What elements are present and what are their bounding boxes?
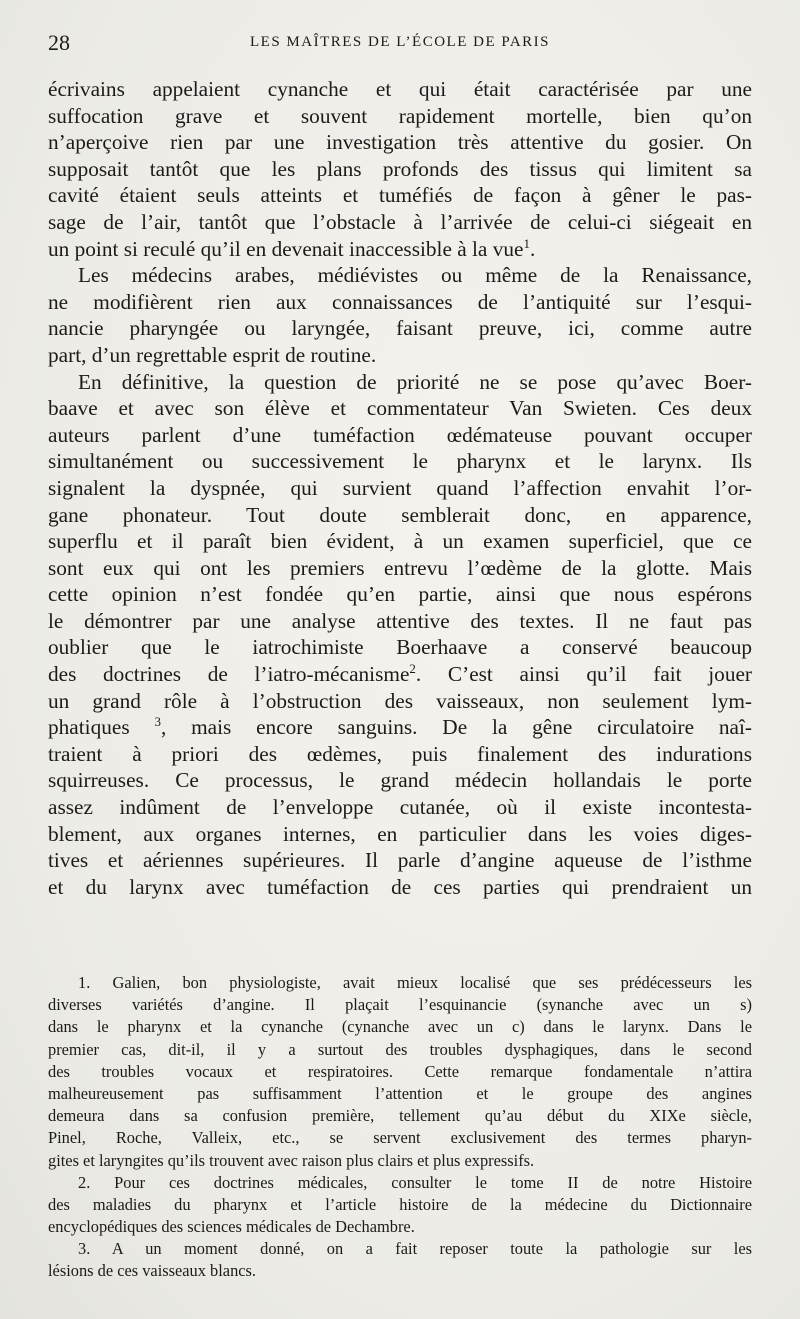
footnotes bbox=[48, 972, 752, 1283]
running-head: LES MAÎTRES DE L’ÉCOLE DE PARIS bbox=[250, 34, 550, 50]
text-line-text: le démontrer par une analyse attentive des textes. Il ne faut pas bbox=[48, 608, 752, 633]
footnote-line-text: malheureusement pas suffisamment l’attention et le groupe des angines bbox=[48, 1083, 752, 1103]
text-line-text: part, d’un regrettable esprit de routine. bbox=[48, 342, 377, 367]
text-line bbox=[48, 528, 752, 555]
text-line bbox=[48, 289, 752, 316]
text-line bbox=[48, 714, 752, 741]
footnote-line bbox=[48, 1016, 752, 1038]
footnote-line bbox=[48, 1172, 752, 1194]
text-line bbox=[48, 661, 752, 688]
text-line-text: baave et avec son élève et commentateur Van Swieten. Ces deux bbox=[48, 396, 752, 421]
text-line bbox=[48, 741, 752, 768]
text-line-text: nancie pharyngée ou laryngée, faisant preuve, ici, comme autre bbox=[48, 316, 752, 341]
text-line bbox=[48, 156, 752, 183]
text-line bbox=[48, 369, 752, 396]
text-line-text: sont eux qui ont les premiers entrevu l’œdème de la glotte. Mais bbox=[48, 555, 752, 580]
text-line-text: traient à priori des œdèmes, puis finalement des indurations bbox=[48, 741, 752, 766]
text-line bbox=[48, 103, 752, 130]
text-line bbox=[48, 581, 752, 608]
text-line bbox=[48, 555, 752, 582]
text-line-text: gane phonateur. Tout doute semblerait donc, en apparence, bbox=[48, 502, 752, 527]
text-line-text: n’aperçoive rien par une investigation très attentive du gosier. On bbox=[48, 130, 752, 155]
page-number: 28 bbox=[48, 30, 70, 55]
text-line bbox=[48, 76, 752, 103]
footnote-line-text: encyclopédiques des sciences médicales de Dechambre. bbox=[48, 1217, 415, 1237]
footnote-reference: 1 bbox=[523, 235, 530, 251]
text-line-text: supposait tantôt que les plans profonds des tissus qui limitent sa bbox=[48, 156, 752, 181]
text-line bbox=[48, 395, 752, 422]
footnote-line-text: gites et laryngites qu’ils trouvent avec raison plus clairs et plus expressifs. bbox=[48, 1150, 535, 1170]
text-line-text: signalent la dyspnée, qui survient quand l’affection envahit l’or- bbox=[48, 475, 752, 500]
footnote-line-text: premier cas, dit-il, il y a surtout des troubles dysphagiques, dans le second bbox=[48, 1039, 752, 1059]
footnote-line bbox=[48, 1238, 752, 1260]
text-line-text: sage de l’air, tantôt que l’obstacle à l’arrivée de celui-ci siégeait en bbox=[48, 209, 752, 234]
text-line-text: Les médecins arabes, médiévistes ou même de la Renaissance, bbox=[78, 263, 752, 288]
footnote-line-text: des maladies du pharynx et l’article histoire de la médecine du Dictionnaire bbox=[48, 1194, 752, 1214]
footnote-line bbox=[48, 1127, 752, 1149]
text-line-text: phatiques bbox=[48, 715, 155, 740]
text-line-text: simultanément ou successivement le pharynx et le larynx. Ils bbox=[48, 449, 752, 474]
footnote-reference: 3 bbox=[154, 714, 161, 730]
text-line-text: squirreuses. Ce processus, le grand médecin hollandais le porte bbox=[48, 768, 752, 793]
text-line bbox=[48, 821, 752, 848]
footnote-line bbox=[48, 1216, 752, 1238]
text-line-text: un grand rôle à l’obstruction des vaisseaux, non seulement lym- bbox=[48, 688, 752, 713]
text-line bbox=[48, 688, 752, 715]
footnote-line-text: 2. Pour ces doctrines médicales, consulter le tome II de notre Histoire bbox=[78, 1172, 752, 1192]
text-line-text: En définitive, la question de priorité ne se pose qu’avec Boer- bbox=[78, 369, 752, 394]
footnote-line bbox=[48, 994, 752, 1016]
footnote-line-text: des troubles vocaux et respiratoires. Cette remarque fondamentale n’attira bbox=[48, 1061, 752, 1081]
text-line-text: cavité étaient seuls atteints et tuméfiés de façon à gêner le pas- bbox=[48, 183, 752, 208]
footnote-line-text: demeura dans sa confusion première, tellement qu’au début du XIXe siècle, bbox=[48, 1106, 752, 1126]
text-line-continuation: . bbox=[529, 236, 536, 261]
footnote-line bbox=[48, 1260, 752, 1282]
text-line bbox=[48, 448, 752, 475]
text-line-continuation: . C’est ainsi qu’il fait jouer bbox=[415, 662, 753, 687]
footnote-line bbox=[48, 1105, 752, 1127]
footnote-line-text: lésions de ces vaisseaux blancs. bbox=[48, 1261, 257, 1281]
text-line bbox=[48, 475, 752, 502]
text-line bbox=[48, 767, 752, 794]
text-line bbox=[48, 608, 752, 635]
text-line bbox=[48, 422, 752, 449]
text-line bbox=[48, 634, 752, 661]
text-line-text: et du larynx avec tuméfaction de ces parties qui prendraient un bbox=[48, 874, 752, 899]
footnote-line bbox=[48, 1039, 752, 1061]
text-line-continuation: , mais encore sanguins. De la gêne circulatoire naî- bbox=[160, 715, 752, 740]
page-header bbox=[48, 30, 752, 60]
text-line-text: assez indûment de l’enveloppe cutanée, où il existe incontesta- bbox=[48, 795, 752, 820]
text-line bbox=[48, 874, 752, 901]
text-line bbox=[48, 315, 752, 342]
footnote-line-text: dans le pharynx et la cynanche (cynanche avec un c) dans le larynx. Dans le bbox=[48, 1017, 752, 1037]
text-line-text: superflu et il paraît bien évident, à un examen superficiel, que ce bbox=[48, 529, 752, 554]
text-line-text: cette opinion n’est fondée qu’en partie, ainsi que nous espérons bbox=[48, 582, 752, 607]
text-line-text: suffocation grave et souvent rapidement mortelle, bien qu’on bbox=[48, 103, 752, 128]
footnote-line-text: diverses variétés d’angine. Il plaçait l’esquinancie (synanche avec un s) bbox=[48, 995, 752, 1015]
text-line bbox=[48, 129, 752, 156]
text-line-text: ne modifièrent rien aux connaissances de l’antiquité sur l’esqui- bbox=[48, 289, 752, 314]
text-line-text: oublier que le iatrochimiste Boerhaave a conservé beaucoup bbox=[48, 635, 752, 660]
footnote-reference: 2 bbox=[409, 660, 416, 676]
text-line bbox=[48, 182, 752, 209]
text-line bbox=[48, 847, 752, 874]
footnote-line bbox=[48, 1083, 752, 1105]
text-line-text: des doctrines de l’iatro-mécanisme bbox=[48, 662, 410, 687]
footnote-line bbox=[48, 1150, 752, 1172]
footnote-line bbox=[48, 1194, 752, 1216]
footnote-line bbox=[48, 972, 752, 994]
text-line bbox=[48, 262, 752, 289]
text-line-text: auteurs parlent d’une tuméfaction œdémateuse pouvant occuper bbox=[48, 422, 752, 447]
footnote-line-text: 3. A un moment donné, on a fait reposer toute la pathologie sur les bbox=[78, 1239, 752, 1259]
text-line-text: tives et aériennes supérieures. Il parle d’angine aqueuse de l’isthme bbox=[48, 848, 752, 873]
text-line-text: écrivains appelaient cynanche et qui était caractérisée par une bbox=[48, 77, 752, 101]
footnote-line-text: 1. Galien, bon physiologiste, avait mieux localisé que ses prédécesseurs les bbox=[78, 973, 752, 992]
footnote-line bbox=[48, 1061, 752, 1083]
text-line bbox=[48, 342, 752, 369]
text-line bbox=[48, 794, 752, 821]
text-line-text: un point si reculé qu’il en devenait inaccessible à la vue bbox=[48, 236, 524, 261]
text-line bbox=[48, 209, 752, 236]
text-line bbox=[48, 236, 752, 263]
main-text bbox=[48, 76, 752, 900]
footnote-line-text: Pinel, Roche, Valleix, etc., se servent exclusivement des termes pharyn- bbox=[48, 1128, 752, 1148]
text-line bbox=[48, 502, 752, 529]
text-line-text: blement, aux organes internes, en particulier dans les voies diges- bbox=[48, 821, 752, 846]
